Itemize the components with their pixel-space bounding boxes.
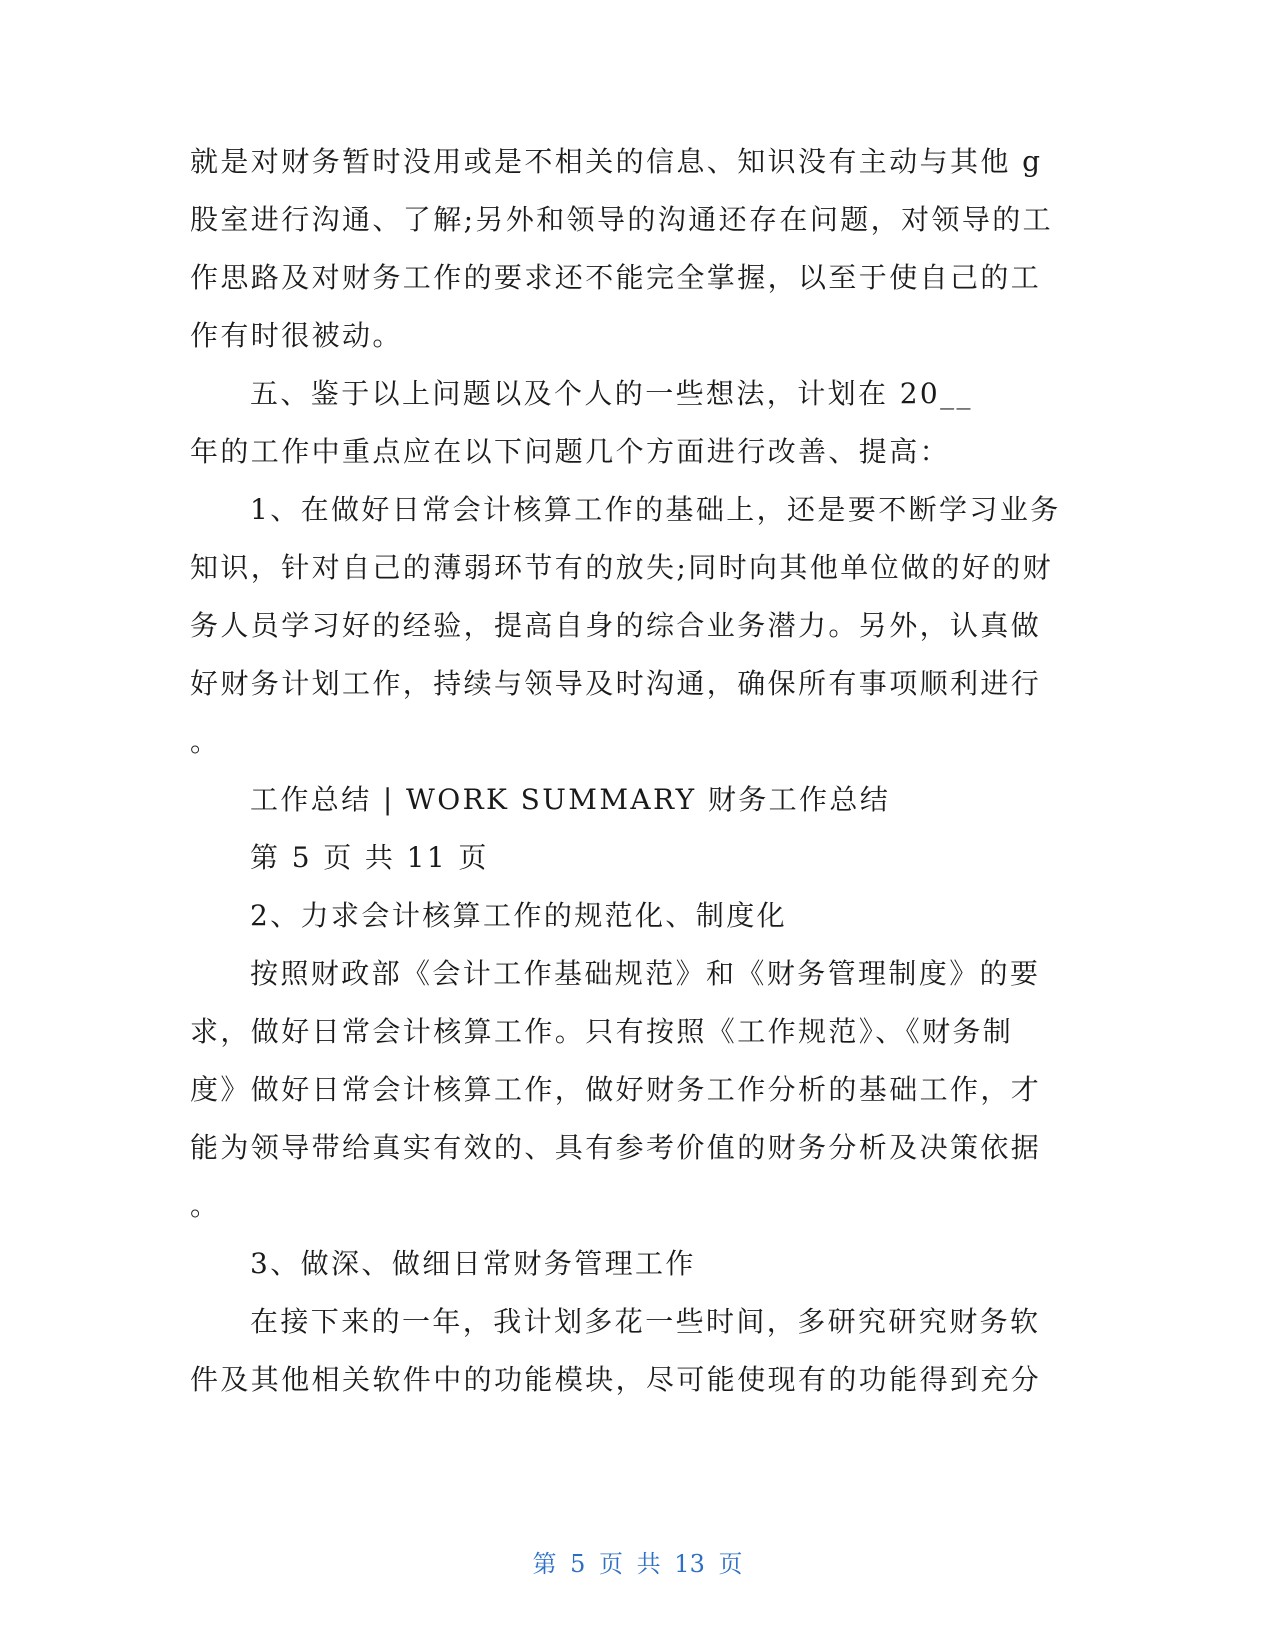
page-footer: 第 5 页 共 13 页 [532, 1550, 743, 1578]
text-line: 好财务计划工作，持续与领导及时沟通，确保所有事项顺利进行 [190, 667, 1042, 700]
text-line: 2、力求会计核算工作的规范化、制度化 [250, 899, 788, 932]
text-line: 能为领导带给真实有效的、具有参考价值的财务分析及决策依据 [190, 1131, 1042, 1164]
text-line: 在接下来的一年，我计划多花一些时间，多研究研究财务软 [250, 1305, 1041, 1338]
text-line: 。 [190, 725, 221, 758]
header-line: 工作总结 | WORK SUMMARY 财务工作总结 [250, 783, 891, 816]
text-line: 作思路及对财务工作的要求还不能完全掌握，以至于使自己的工 [190, 261, 1042, 294]
text-line: 度》做好日常会计核算工作，做好财务工作分析的基础工作，才 [190, 1073, 1042, 1106]
text-line: 件及其他相关软件中的功能模块，尽可能使现有的功能得到充分 [190, 1363, 1042, 1396]
text-line: 股室进行沟通、了解;另外和领导的沟通还存在问题，对领导的工 [190, 203, 1054, 236]
text-line: 1、在做好日常会计核算工作的基础上，还是要不断学习业务 [250, 493, 1061, 526]
text-line: 作有时很被动。 [190, 319, 403, 352]
text-line: 3、做深、做细日常财务管理工作 [250, 1247, 696, 1280]
text-line: 五、鉴于以上问题以及个人的一些想法，计划在 20__ [250, 377, 973, 410]
text-line: 按照财政部《会计工作基础规范》和《财务管理制度》的要 [250, 957, 1041, 990]
text-line: 求，做好日常会计核算工作。只有按照《工作规范》、《财务制 [190, 1015, 1014, 1048]
text-line: 年的工作中重点应在以下问题几个方面进行改善、提高： [190, 435, 951, 468]
text-line: 务人员学习好的经验，提高自身的综合业务潜力。另外，认真做 [190, 609, 1042, 642]
text-line: 知识，针对自己的薄弱环节有的放失;同时向其他单位做的好的财 [190, 551, 1054, 584]
inline-page-number: 第 5 页 共 11 页 [250, 841, 489, 874]
text-line: 就是对财务暂时没用或是不相关的信息、知识没有主动与其他 g [190, 145, 1043, 178]
text-line: 。 [190, 1189, 221, 1222]
